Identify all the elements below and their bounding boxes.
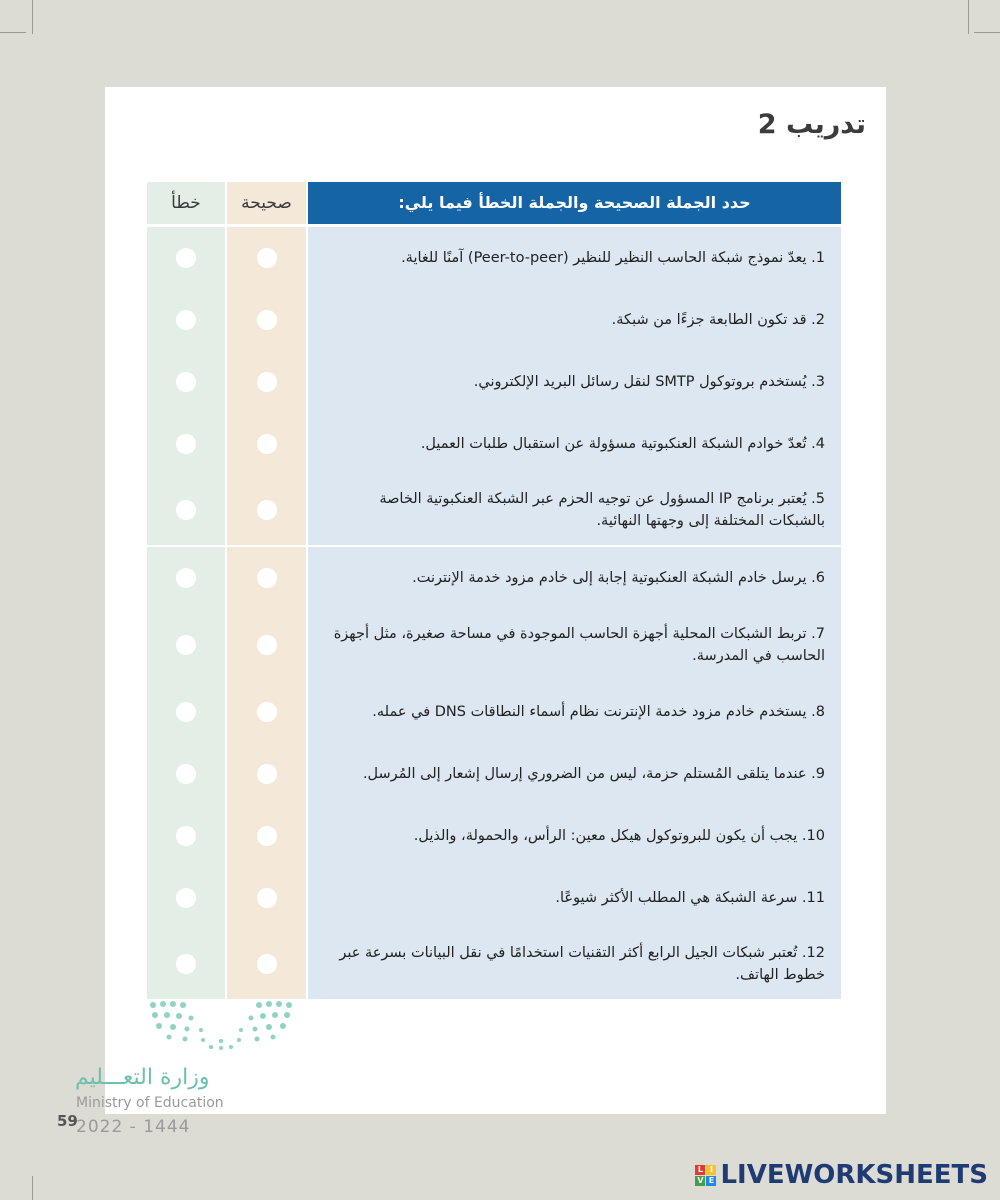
statement-cell bbox=[308, 867, 841, 929]
true-radio[interactable] bbox=[257, 888, 277, 908]
true-radio[interactable] bbox=[257, 568, 277, 588]
table-row bbox=[105, 475, 886, 545]
crop-mark bbox=[0, 32, 26, 33]
ministry-name-arabic: وزارة التعـــليم bbox=[75, 1065, 210, 1090]
true-cell bbox=[227, 413, 306, 475]
true-radio[interactable] bbox=[257, 764, 277, 784]
liveworksheets-badge-icon bbox=[695, 1165, 716, 1186]
statement-cell bbox=[308, 227, 841, 289]
false-cell bbox=[147, 547, 225, 609]
false-radio[interactable] bbox=[176, 764, 196, 784]
table-row bbox=[105, 805, 886, 867]
liveworksheets-logo[interactable] bbox=[695, 1160, 988, 1190]
false-cell bbox=[147, 681, 225, 743]
statement-text: 7. تربط الشبكات المحلية أجهزة الحاسب الموجودة في مساحة صغيرة، مثل أجهزة الحاسب في المدرسة. bbox=[333, 626, 825, 664]
false-cell bbox=[147, 867, 225, 929]
statement-cell bbox=[308, 547, 841, 609]
true-radio[interactable] bbox=[257, 248, 277, 268]
false-cell bbox=[147, 351, 225, 413]
statement-text: 2. قد تكون الطابعة جزءًا من شبكة. bbox=[611, 312, 825, 328]
table-row bbox=[105, 929, 886, 999]
statement-cell bbox=[308, 609, 841, 681]
false-radio[interactable] bbox=[176, 888, 196, 908]
true-radio[interactable] bbox=[257, 434, 277, 454]
badge-letter: E bbox=[706, 1176, 716, 1186]
table-row bbox=[105, 867, 886, 929]
true-radio[interactable] bbox=[257, 635, 277, 655]
statement-text: 8. يستخدم خادم مزود خدمة الإنترنت نظام أسماء النطاقات DNS في عمله. bbox=[372, 704, 825, 720]
true-cell bbox=[227, 743, 306, 805]
true-cell bbox=[227, 351, 306, 413]
false-cell bbox=[147, 289, 225, 351]
false-cell bbox=[147, 609, 225, 681]
false-cell bbox=[147, 413, 225, 475]
true-cell bbox=[227, 547, 306, 609]
true-cell bbox=[227, 289, 306, 351]
worksheet-page bbox=[105, 87, 886, 1114]
true-radio[interactable] bbox=[257, 954, 277, 974]
table-row bbox=[105, 547, 886, 609]
crop-mark bbox=[968, 0, 969, 34]
statement-cell bbox=[308, 681, 841, 743]
statement-text: 4. تُعدّ خوادم الشبكة العنكبوتية مسؤولة عن استقبال طلبات العميل. bbox=[420, 436, 825, 452]
true-radio[interactable] bbox=[257, 500, 277, 520]
table-row bbox=[105, 227, 886, 289]
statement-cell bbox=[308, 743, 841, 805]
statement-cell bbox=[308, 289, 841, 351]
statement-cell bbox=[308, 929, 841, 999]
statement-cell bbox=[308, 475, 841, 545]
statement-text: 9. عندما يتلقى المُستلم حزمة، ليس من الضروري إرسال إشعار إلى المُرسل. bbox=[362, 766, 825, 782]
statement-cell bbox=[308, 805, 841, 867]
false-radio[interactable] bbox=[176, 702, 196, 722]
table-row bbox=[105, 609, 886, 681]
false-radio[interactable] bbox=[176, 500, 196, 520]
statement-text: 5. يُعتبر برنامج IP المسؤول عن توجيه الحزم عبر الشبكة العنكبوتية الخاصة بالشبكات المختلفة إلى وجهتها النهائية. bbox=[379, 491, 825, 529]
table-row bbox=[105, 351, 886, 413]
false-cell bbox=[147, 743, 225, 805]
true-radio[interactable] bbox=[257, 826, 277, 846]
table-row bbox=[105, 413, 886, 475]
false-radio[interactable] bbox=[176, 826, 196, 846]
ministry-name-english: Ministry of Education bbox=[76, 1095, 224, 1111]
true-radio[interactable] bbox=[257, 372, 277, 392]
badge-letter: L bbox=[695, 1165, 705, 1175]
false-cell bbox=[147, 929, 225, 999]
statement-text: 12. تُعتبر شبكات الجيل الرابع أكثر التقنيات استخدامًا في نقل البيانات بسرعة عبر خطوط الهاتف. bbox=[339, 945, 825, 983]
false-cell bbox=[147, 805, 225, 867]
true-cell bbox=[227, 867, 306, 929]
exercise-title: تدريب 2 bbox=[757, 109, 866, 140]
statement-text: 6. يرسل خادم الشبكة العنكبوتية إجابة إلى خادم مزود خدمة الإنترنت. bbox=[412, 570, 825, 586]
false-radio[interactable] bbox=[176, 372, 196, 392]
true-cell bbox=[227, 609, 306, 681]
true-radio[interactable] bbox=[257, 310, 277, 330]
ministry-logo-icon bbox=[147, 999, 297, 1051]
crop-mark bbox=[32, 1176, 33, 1200]
badge-letter: V bbox=[697, 1175, 704, 1185]
false-cell bbox=[147, 475, 225, 545]
true-cell bbox=[227, 227, 306, 289]
badge-letter: I bbox=[706, 1165, 716, 1175]
false-radio[interactable] bbox=[176, 954, 196, 974]
true-cell bbox=[227, 475, 306, 545]
table-row bbox=[105, 743, 886, 805]
false-radio[interactable] bbox=[176, 248, 196, 268]
table-row bbox=[105, 289, 886, 351]
false-radio[interactable] bbox=[176, 310, 196, 330]
false-column-header: خطأ bbox=[147, 182, 225, 224]
true-cell bbox=[227, 681, 306, 743]
statement-text: 11. سرعة الشبكة هي المطلب الأكثر شيوعًا. bbox=[555, 890, 825, 906]
question-column-header: حدد الجملة الصحيحة والجملة الخطأ فيما يلي: bbox=[308, 182, 841, 224]
crop-mark bbox=[974, 32, 1000, 33]
liveworksheets-wordmark: LIVEWORKSHEETS bbox=[720, 1160, 988, 1190]
statement-text: 1. يعدّ نموذج شبكة الحاسب النظير للنظير (Peer-to-peer) آمنًا للغاية. bbox=[401, 250, 825, 266]
crop-mark bbox=[32, 0, 33, 34]
false-radio[interactable] bbox=[176, 635, 196, 655]
false-radio[interactable] bbox=[176, 434, 196, 454]
statement-text: 3. يُستخدم بروتوكول SMTP لنقل رسائل البريد الإلكتروني. bbox=[473, 374, 825, 390]
academic-year: 2022 - 1444 bbox=[76, 1117, 191, 1137]
false-radio[interactable] bbox=[176, 568, 196, 588]
true-cell bbox=[227, 929, 306, 999]
true-radio[interactable] bbox=[257, 702, 277, 722]
table-row bbox=[105, 681, 886, 743]
statement-text: 10. يجب أن يكون للبروتوكول هيكل معين: الرأس، والحمولة، والذيل. bbox=[413, 828, 825, 844]
true-column-header: صحيحة bbox=[227, 182, 306, 224]
statement-cell bbox=[308, 351, 841, 413]
statement-cell bbox=[308, 413, 841, 475]
false-cell bbox=[147, 227, 225, 289]
true-cell bbox=[227, 805, 306, 867]
page-number: 59 bbox=[57, 1112, 78, 1130]
